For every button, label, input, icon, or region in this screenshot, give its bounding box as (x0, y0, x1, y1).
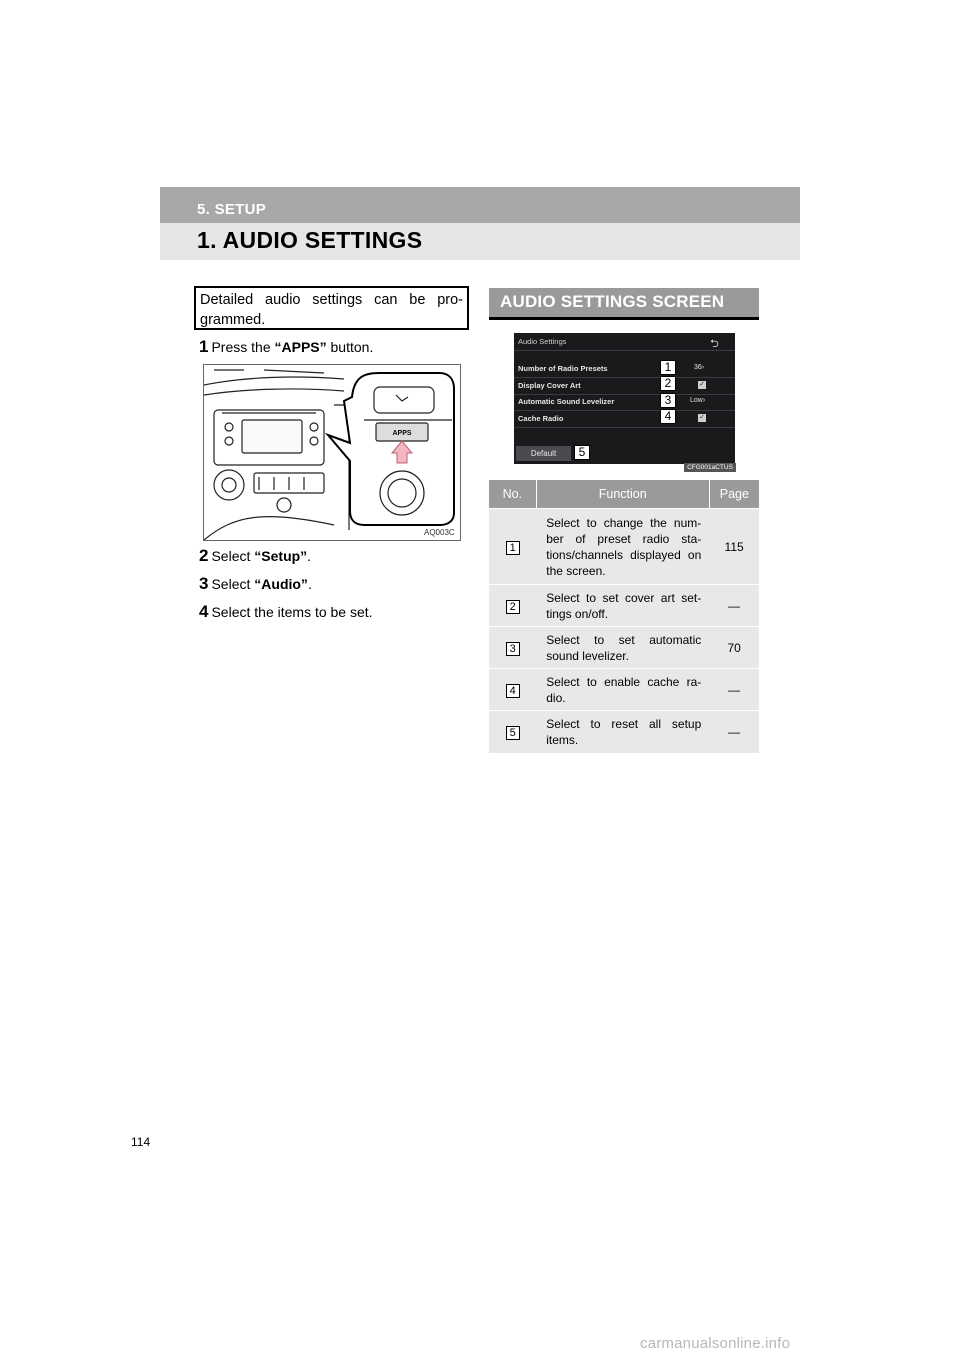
table-row (489, 669, 759, 711)
col-function: Function (536, 480, 709, 509)
watermark: carmanualsonline.info (640, 1335, 791, 1352)
callout-1: 1 (660, 360, 676, 375)
screen-title: Audio Settings (518, 337, 567, 346)
table-row (489, 627, 759, 669)
callout-2: 2 (660, 376, 676, 391)
setting-row-radio-presets[interactable]: Number of Radio Presets (518, 364, 608, 373)
step-1: 1 Press the “APPS” button. (199, 337, 374, 356)
page-ref: 115 (709, 509, 759, 585)
divider (514, 350, 735, 351)
back-arrow-icon[interactable]: ⮌ (710, 338, 719, 350)
item-number: 4 (506, 684, 520, 698)
illustration-code: AQ003C (424, 528, 455, 537)
step-4: 4 Select the items to be set. (199, 602, 373, 621)
screen-code: CFG001aCTUS (684, 463, 736, 472)
callout-4: 4 (660, 409, 676, 424)
sound-levelizer-value: Low› (690, 397, 706, 404)
section-label: 5. SETUP (197, 201, 267, 218)
setting-row-cache-radio[interactable]: Cache Radio (518, 414, 564, 423)
audio-settings-screen (514, 333, 735, 464)
step-2: 2 Select “Setup”. (199, 546, 312, 565)
table-row (489, 509, 759, 585)
page-title: 1. AUDIO SETTINGS (197, 227, 423, 253)
col-page: Page (709, 480, 759, 509)
step-3: 3 Select “Audio”. (199, 574, 312, 593)
page-ref: — (709, 711, 759, 753)
table-row (489, 711, 759, 753)
item-number: 2 (506, 600, 520, 614)
intro-note: Detailed audio settings can be pro-grammed. (194, 286, 469, 330)
cache-radio-checkbox[interactable]: ✓ (699, 414, 705, 421)
page-ref: 70 (709, 627, 759, 669)
callout-3: 3 (660, 393, 676, 408)
setting-row-cover-art[interactable]: Display Cover Art (518, 381, 581, 390)
subsection-title: AUDIO SETTINGS SCREEN (500, 292, 725, 311)
page-number: 114 (131, 1135, 151, 1149)
function-text: Select to reset all setup items. (536, 711, 709, 753)
callout-5: 5 (574, 445, 590, 460)
function-text: Select to change the num-ber of preset radio sta-tions/channels displayed on the screen. (536, 509, 709, 585)
function-table (489, 480, 759, 753)
function-text: Select to enable cache ra-dio. (536, 669, 709, 711)
table-row (489, 585, 759, 627)
item-number: 1 (506, 541, 520, 555)
page-ref: — (709, 585, 759, 627)
page-ref: — (709, 669, 759, 711)
setting-row-sound-levelizer[interactable]: Automatic Sound Levelizer (518, 397, 615, 406)
item-number: 3 (506, 642, 520, 656)
apps-button-label: APPS (392, 430, 412, 437)
default-button[interactable]: Default (516, 446, 571, 461)
col-no: No. (489, 480, 536, 509)
cover-art-checkbox[interactable]: ✓ (699, 381, 705, 388)
function-text: Select to set automatic sound levelizer. (536, 627, 709, 669)
item-number: 5 (506, 726, 520, 740)
radio-presets-value: 36› (694, 364, 705, 371)
function-text: Select to set cover art set-tings on/off. (536, 585, 709, 627)
dashboard-illustration (203, 364, 461, 541)
dashboard-drawing (204, 365, 460, 540)
